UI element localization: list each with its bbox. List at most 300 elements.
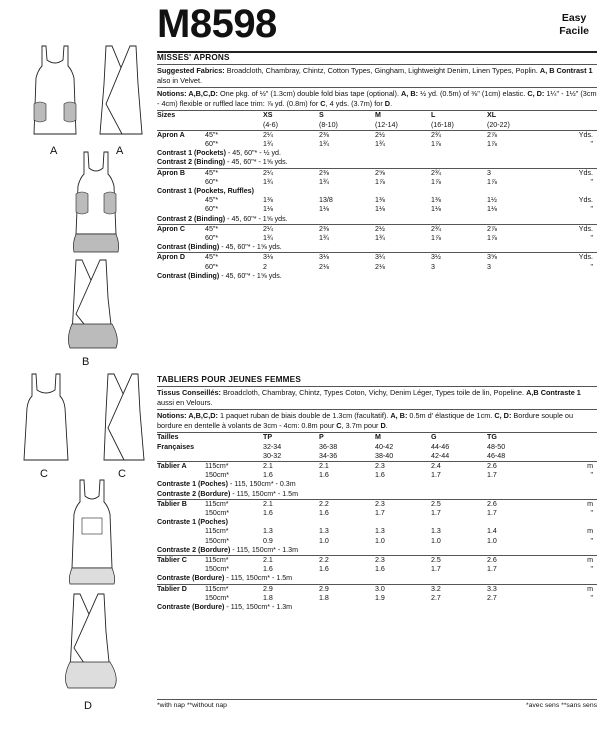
notions-label: Notions: A,B,C,D: <box>157 89 218 99</box>
unit: " <box>590 177 593 186</box>
contrast-cell <box>157 243 597 253</box>
yardage-value: 1¾ <box>319 177 329 186</box>
fabric-width: 150cm* <box>205 593 230 602</box>
size-range-row <box>157 443 597 452</box>
yardage-row <box>157 509 597 518</box>
yardage-value: 2¾ <box>431 130 487 140</box>
contrast-amount: - 45, 60"* - 1⅝ yds. <box>225 214 288 223</box>
size-code: G <box>431 433 437 442</box>
english-notions <box>157 88 597 111</box>
yardage-value: 1¾ <box>375 139 385 148</box>
yardage-value: 1.6 <box>375 471 385 480</box>
notions-c: C <box>336 420 342 430</box>
size-range: 40-42 <box>375 442 394 451</box>
yardage-value: 2.9 <box>319 584 375 594</box>
french-notions <box>157 410 597 433</box>
sketch-label-a-front: A <box>50 145 58 157</box>
fabric-width: 60"* <box>205 177 219 186</box>
view-label <box>157 234 205 243</box>
contrast-row <box>157 574 597 584</box>
contrast-cell <box>157 480 597 489</box>
english-heading: MISSES' APRONS <box>157 52 597 65</box>
yardage-value: 2⅜ <box>319 130 375 140</box>
sketch-label-b: B <box>82 356 90 368</box>
contrast-row <box>157 480 597 489</box>
view-label: Apron A <box>157 130 205 140</box>
yardage-value: 2¼ <box>263 224 319 234</box>
size-range: 48-50 <box>487 442 506 451</box>
yardage-value: 2.3 <box>375 556 431 566</box>
size-range-row-2 <box>157 452 597 462</box>
yardage-value: 1.4 <box>487 527 497 536</box>
yardage-value: 2.9 <box>263 584 319 594</box>
apron-d-front-sketch <box>60 478 124 588</box>
yardage-value: 1⅞ <box>487 177 497 186</box>
view-label <box>157 178 205 187</box>
yardage-row <box>157 527 597 536</box>
unit: " <box>590 509 593 517</box>
view-label <box>157 471 205 480</box>
yardage-value: 1.6 <box>263 509 273 517</box>
fabric-width: 150cm* <box>205 536 230 545</box>
contrast-label: Contraste 2 (Bordure) <box>157 545 231 554</box>
size-range: (8-10) <box>319 120 338 129</box>
unit: " <box>590 205 593 214</box>
contrast-amount: - 115, 150cm* - 1.5m <box>230 489 298 498</box>
yardage-value: 1.6 <box>319 471 329 480</box>
yardage-value: 3⅛ <box>263 253 319 263</box>
yardage-value: 2½ <box>375 224 431 234</box>
yardage-value: 2.2 <box>319 499 375 509</box>
yardage-value: 2.6 <box>487 499 543 509</box>
unit: Yds. <box>543 168 597 178</box>
unit: " <box>590 234 593 243</box>
yardage-value: 1⅞ <box>431 139 441 148</box>
fabric-width: 115cm* <box>205 584 263 594</box>
yardage-value: 1.8 <box>319 593 329 602</box>
notions-d: D <box>384 98 391 108</box>
contrast-amount: - 115, 150cm* - 0.3m <box>227 480 296 489</box>
contrast-label: Contrast (Binding) <box>157 243 220 252</box>
footer <box>157 699 597 709</box>
yardage-row <box>157 130 597 140</box>
yardage-value: 3.0 <box>375 584 431 594</box>
yardage-value: 2.1 <box>263 499 319 509</box>
yardage-value: 2.4 <box>431 461 487 471</box>
contrast-row <box>157 546 597 556</box>
yardage-value: 3 <box>431 262 435 271</box>
view-label <box>157 140 205 149</box>
sizes-label: Tailles <box>157 433 179 442</box>
contrast-label: Contraste (Bordure) <box>157 603 225 612</box>
contrast-label: Contraste 1 (Poches) <box>157 480 228 489</box>
size-range-row <box>157 121 597 131</box>
size-code: M <box>375 433 381 442</box>
yardage-value: 2¼ <box>263 168 319 178</box>
fabrics-label: Suggested Fabrics: <box>157 66 225 75</box>
sketch-label-a-back: A <box>116 145 124 157</box>
yardage-value: 1⅞ <box>487 234 497 243</box>
contrast-label: Contrast 2 (Binding) <box>157 214 226 223</box>
notions-cd: C, D: <box>494 411 512 421</box>
contrast-cell <box>157 215 597 225</box>
yardage-value: 3⅛ <box>319 253 375 263</box>
yardage-row <box>157 499 597 509</box>
contrast-row <box>157 243 597 253</box>
notions-ab: A, B: <box>390 411 408 421</box>
fabric-width: 60"* <box>205 234 219 243</box>
contrast-cell <box>157 149 597 158</box>
yardage-value: 2.1 <box>263 461 319 471</box>
yardage-row <box>157 584 597 594</box>
yardage-value: 1⅛ <box>487 205 497 214</box>
yardage-row <box>157 178 597 187</box>
contrast-cell <box>157 187 597 196</box>
fabric-width: 60"* <box>205 205 219 214</box>
fabric-width: 45"* <box>205 253 263 263</box>
unit: " <box>590 565 593 574</box>
size-range: 30-32 <box>263 451 282 460</box>
yardage-row <box>157 594 597 603</box>
apron-d-back-sketch <box>56 592 126 696</box>
yardage-value: 1.9 <box>375 593 385 602</box>
yardage-value: 2.7 <box>431 593 441 602</box>
yardage-value: 1.7 <box>431 565 441 574</box>
yardage-value: 2¼ <box>263 130 319 140</box>
unit: m <box>543 556 597 566</box>
contrast-cell <box>157 158 597 168</box>
size-range: 34-36 <box>319 451 338 460</box>
yardage-value: 3 <box>487 168 543 178</box>
size-code: L <box>431 111 436 120</box>
notions-text: 1 paquet ruban de biais double de 1.3cm (facultatif). <box>217 411 391 421</box>
size-range: 38-40 <box>375 451 394 460</box>
yardage-value: 2⅛ <box>319 262 329 271</box>
fabrics-tail: also in Velvet. <box>157 75 203 85</box>
view-label: Apron B <box>157 168 205 178</box>
yardage-value: 1.3 <box>263 527 273 536</box>
size-header-row <box>157 111 597 120</box>
apron-b-front-sketch <box>66 150 126 256</box>
contrast-amount: - 115, 150cm* - 1.3m <box>224 603 293 612</box>
yardage-row <box>157 224 597 234</box>
view-label <box>157 527 205 536</box>
unit: " <box>590 262 593 271</box>
yardage-value: 2¾ <box>431 168 487 178</box>
notions-end: . <box>390 98 393 108</box>
size-range: 32-34 <box>263 442 282 451</box>
view-label: Apron C <box>157 224 205 234</box>
contrast-row <box>157 518 597 527</box>
yardage-value: 2.5 <box>431 499 487 509</box>
yardage-value: 1⅛ <box>263 205 273 214</box>
yardage-value: 1⅜ <box>431 196 441 205</box>
difficulty-en: Easy <box>561 12 587 24</box>
yardage-value: 2¾ <box>431 224 487 234</box>
size-range: 42-44 <box>431 451 450 460</box>
yardage-value: 1.7 <box>375 509 385 517</box>
yardage-value: 1¾ <box>319 234 329 243</box>
view-label <box>157 196 205 205</box>
fabric-width: 115cm* <box>205 527 229 536</box>
unit: Yds. <box>543 224 597 234</box>
yardage-value: 3¼ <box>375 253 431 263</box>
contrast-row <box>157 603 597 612</box>
contrast-cell <box>157 603 597 612</box>
notions-c: C <box>320 98 326 108</box>
notions-end: . <box>385 420 388 430</box>
yardage-value: 2⅝ <box>375 168 431 178</box>
contrast-amount: - 45, 60"* - 1⅝ yds. <box>219 271 282 280</box>
garment-sketches <box>0 0 158 750</box>
unit: m <box>543 499 597 509</box>
contrast-row <box>157 272 597 281</box>
contrast-label: Contraste 2 (Bordure) <box>157 489 231 498</box>
view-label <box>157 594 205 603</box>
fabric-width: 150cm* <box>205 509 230 517</box>
contrast-row <box>157 490 597 500</box>
fabric-width: 150cm* <box>205 471 230 480</box>
notions-mid: , 3.7m pour <box>341 420 381 430</box>
view-label <box>157 537 205 546</box>
sketch-label-c-front: C <box>40 468 48 480</box>
difficulty <box>559 12 589 38</box>
contrast-amount: - 45, 60"* - 1⅝ yds. <box>225 158 288 167</box>
view-label <box>157 263 205 272</box>
view-label <box>157 509 205 518</box>
yardage-value: 2.6 <box>487 461 543 471</box>
english-fabrics <box>157 65 597 88</box>
contrast-amount: - 115, 150cm* - 1.5m <box>224 574 293 583</box>
contrast-amount: - 115, 150cm* - 1.3m <box>230 545 298 554</box>
french-section <box>157 374 597 612</box>
yardage-value: 1.3 <box>431 527 441 536</box>
yardage-value: 1⅞ <box>431 177 441 186</box>
yardage-value: 1⅞ <box>487 139 497 148</box>
apron-c-back-sketch <box>96 372 152 466</box>
contrast-amount: - 45, 60"* - ½ yd. <box>225 149 281 158</box>
notions-cd: C, D: <box>527 89 545 99</box>
fabrics-tail-bold: A, B Contrast 1 <box>539 66 593 75</box>
contrast-cell <box>157 490 597 500</box>
view-label: Tablier C <box>157 556 205 566</box>
notions-text: One pkg. of ½" (1.3cm) double fold bias tape (optional). <box>217 89 402 99</box>
contrast-row <box>157 149 597 158</box>
yardage-value: 3.3 <box>487 584 543 594</box>
yardage-value: 1¾ <box>263 139 273 148</box>
size-code: M <box>375 111 381 120</box>
size-range: (16-18) <box>431 120 454 129</box>
size-code: S <box>319 111 324 120</box>
yardage-value: 1.6 <box>263 565 273 574</box>
yardage-value: 1.0 <box>487 536 497 545</box>
yardage-row <box>157 253 597 263</box>
apron-c-front-sketch <box>18 372 74 466</box>
unit: " <box>590 536 593 545</box>
yardage-value: 2⅜ <box>319 224 375 234</box>
pattern-number: M8598 <box>157 2 277 46</box>
fabric-width: 45"* <box>205 168 263 178</box>
contrast-label: Contrast 2 (Binding) <box>157 158 226 167</box>
contrast-label: Contrast 1 (Pockets, Ruffles) <box>157 187 254 195</box>
fabrics-text: Broadcloth, Chambray, Chintz, Types Coton, Vichy, Denim Léger, Types toile de lin, Popeline. <box>220 388 527 397</box>
unit: m <box>587 527 593 536</box>
sizes-label-2: Françaises <box>157 442 195 451</box>
fabric-width: 45"* <box>205 224 263 234</box>
fabric-width: 45"* <box>205 196 219 205</box>
yardage-row <box>157 461 597 471</box>
fabric-width: 150cm* <box>205 565 230 574</box>
yardage-value: 1⅞ <box>431 234 441 243</box>
view-label: Tablier A <box>157 461 205 471</box>
notions-label: Notions: A,B,C,D: <box>157 411 218 421</box>
apron-a-back-sketch <box>92 44 150 140</box>
fabric-width: 60"* <box>205 262 219 271</box>
yardage-row <box>157 168 597 178</box>
english-yardage-table <box>157 111 597 281</box>
yardage-row <box>157 556 597 566</box>
yardage-value: 2.3 <box>375 499 431 509</box>
size-code: TP <box>263 433 273 442</box>
yardage-value: 13/8 <box>319 196 333 205</box>
contrast-label: Contrast (Binding) <box>157 271 220 280</box>
yardage-value: 0.9 <box>263 536 273 545</box>
french-heading: TABLIERS POUR JEUNES FEMMES <box>157 374 597 387</box>
unit: m <box>543 461 597 471</box>
size-code: XL <box>487 111 497 120</box>
fabric-width: 45"* <box>205 130 263 140</box>
english-section <box>157 52 597 281</box>
view-label: Tablier B <box>157 499 205 509</box>
yardage-value: 2.1 <box>263 556 319 566</box>
notions-cd-text: 1¼" - 1½" (3cm - 4cm) flexible or ruffled lace trim: ⅞ yd. (0.8m) for <box>157 89 597 108</box>
yardage-value: 1.0 <box>319 536 329 545</box>
fabrics-tail-bold: A,B Contraste 1 <box>526 388 581 397</box>
yardage-row <box>157 196 597 205</box>
size-range: (20-22) <box>487 120 510 129</box>
contrast-amount: - 45, 60"* - 1⅝ yds. <box>219 243 282 252</box>
yardage-value: 1.7 <box>487 565 497 574</box>
fabric-width: 115cm* <box>205 461 263 471</box>
french-fabrics <box>157 387 597 410</box>
unit: Yds. <box>543 253 597 263</box>
yardage-value: 1⅞ <box>375 177 385 186</box>
yardage-value: 1¾ <box>319 139 329 148</box>
contrast-row <box>157 187 597 196</box>
contrast-cell <box>157 272 597 281</box>
yardage-value: 1.6 <box>375 565 385 574</box>
size-code: XS <box>263 111 273 120</box>
fabric-width: 60"* <box>205 139 219 148</box>
yardage-value: 1.7 <box>487 471 497 480</box>
yardage-value: 3⅝ <box>487 253 543 263</box>
size-range: (4-6) <box>263 120 278 129</box>
view-label <box>157 205 205 214</box>
fabric-width: 115cm* <box>205 499 263 509</box>
difficulty-fr: Facile <box>559 25 589 37</box>
notions-ab: A, B: <box>401 89 419 99</box>
yardage-value: 1½ <box>487 196 497 205</box>
fabrics-label: Tissus Conseillés: <box>157 388 221 397</box>
yardage-value: 2.6 <box>487 556 543 566</box>
yardage-value: 1⅜ <box>263 196 273 205</box>
unit: Yds. <box>543 130 597 140</box>
yardage-value: 2.5 <box>431 556 487 566</box>
yardage-value: 2½ <box>375 130 431 140</box>
sizes-label: Sizes <box>157 111 176 120</box>
yardage-value: 2⅞ <box>487 224 543 234</box>
contrast-label: Contrast 1 (Pockets) <box>157 149 226 158</box>
notions-ab-text: ½ yd. (0.5m) of ⅜" (1cm) elastic. <box>418 89 528 99</box>
yardage-row <box>157 263 597 272</box>
yardage-value: 2.1 <box>319 461 375 471</box>
yardage-value: 2.7 <box>487 593 497 602</box>
yardage-value: 2⅜ <box>319 168 375 178</box>
yardage-value: 2.3 <box>375 461 431 471</box>
yardage-value: 1.3 <box>319 527 329 536</box>
contrast-row <box>157 158 597 168</box>
yardage-value: 1.7 <box>431 471 441 480</box>
yardage-value: 1.6 <box>319 565 329 574</box>
yardage-row <box>157 471 597 480</box>
yardage-value: 1⅛ <box>431 205 441 214</box>
yardage-value: 2⅞ <box>487 130 543 140</box>
yardage-value: 1.0 <box>375 536 385 545</box>
size-range: 44-46 <box>431 442 450 451</box>
size-range: (12-14) <box>375 120 398 129</box>
contrast-cell <box>157 518 597 527</box>
yardage-value: 1.7 <box>487 509 497 517</box>
notions-ab-text: 0.5m d' élastique de 1cm. <box>407 411 495 421</box>
yardage-row <box>157 234 597 243</box>
yardage-value: 1.7 <box>431 509 441 517</box>
contrast-label: Contraste (Bordure) <box>157 574 225 583</box>
view-label: Tablier D <box>157 584 205 594</box>
size-range: 36-38 <box>319 442 338 451</box>
apron-b-back-sketch <box>60 258 126 354</box>
yardage-value: 1⅜ <box>375 196 385 205</box>
yardage-value: 1.0 <box>431 536 441 545</box>
apron-a-front-sketch <box>26 44 84 140</box>
contrast-row <box>157 215 597 225</box>
yardage-value: 1¾ <box>263 177 273 186</box>
footer-nap-note-en: *with nap **without nap <box>157 702 227 709</box>
fabrics-text: Broadcloth, Chambray, Chintz, Cotton Types, Gingham, Lightweight Denim, Linen Types, Poplin. <box>224 66 540 75</box>
size-header-row <box>157 433 597 442</box>
yardage-value: 3 <box>487 262 491 271</box>
yardage-value: 1¾ <box>375 234 385 243</box>
yardage-value: 1⅛ <box>375 205 385 214</box>
yardage-row <box>157 537 597 546</box>
notions-mid: , 4 yds. (3.7m) for <box>325 98 385 108</box>
notions-cd-text: Bordure souple ou bordure en dentelle à volants de 3cm - 4cm: 0.8m pour <box>157 411 574 430</box>
yardage-value: 1.6 <box>319 509 329 517</box>
yardage-value: 2⅛ <box>375 262 385 271</box>
yardage-value: 2 <box>263 262 267 271</box>
unit: " <box>590 471 593 480</box>
size-range: 46-48 <box>487 451 506 460</box>
contrast-cell <box>157 574 597 584</box>
view-label <box>157 565 205 574</box>
yardage-value: 1.6 <box>263 471 273 480</box>
yardage-value: 1⅛ <box>319 205 329 214</box>
yardage-value: 3½ <box>431 253 487 263</box>
contrast-label: Contraste 1 (Poches) <box>157 518 228 527</box>
contrast-cell <box>157 546 597 556</box>
yardage-value: 1.8 <box>263 593 273 602</box>
yardage-row <box>157 205 597 214</box>
sketch-label-c-back: C <box>118 468 126 480</box>
